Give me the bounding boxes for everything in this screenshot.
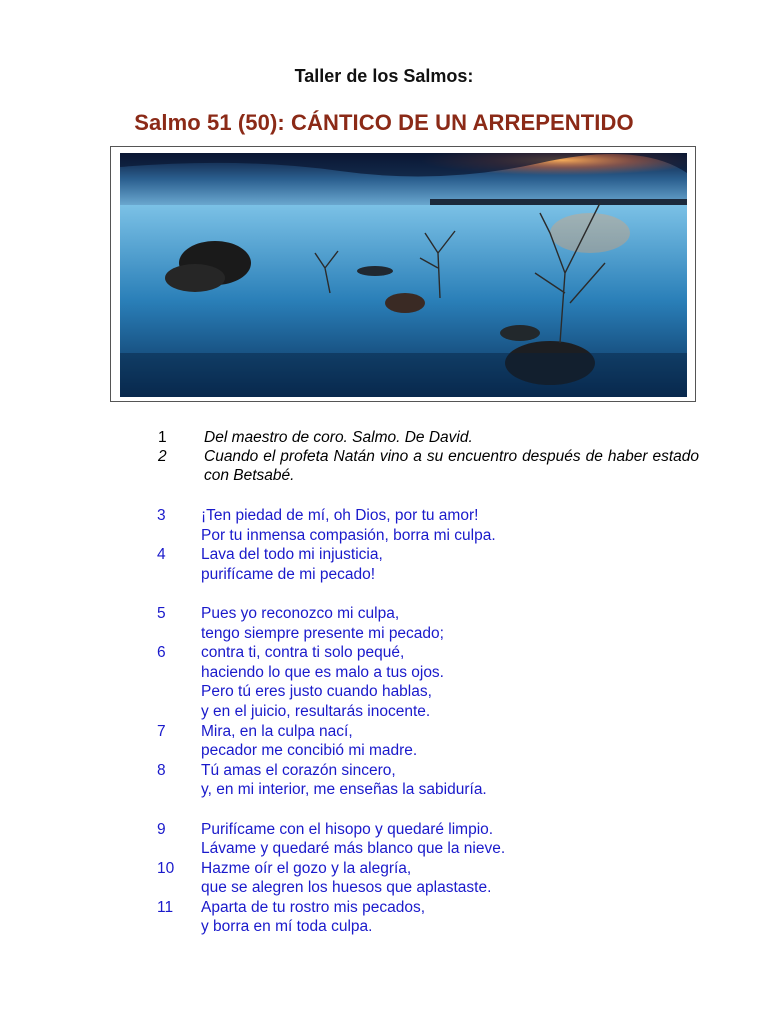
verse-line bbox=[157, 917, 717, 937]
verse-line bbox=[157, 624, 717, 644]
verse-line bbox=[157, 506, 717, 526]
verse-number: 7 bbox=[157, 722, 166, 740]
verse-text: ¡Ten piedad de mí, oh Dios, por tu amor! bbox=[201, 507, 479, 524]
verse-line bbox=[157, 839, 717, 859]
verse-number: 8 bbox=[157, 761, 166, 779]
verse-number bbox=[157, 565, 201, 585]
verse-text: Cuando el profeta Natán vino a su encuentro después de haber estado con Betsabé. bbox=[204, 448, 699, 484]
verse-number: 6 bbox=[157, 644, 166, 662]
verse-line bbox=[157, 859, 717, 879]
intro-line bbox=[158, 447, 699, 485]
verse-number bbox=[157, 624, 201, 644]
verse-line bbox=[157, 702, 717, 722]
verse-text: Por tu inmensa compasión, borra mi culpa. bbox=[201, 526, 496, 544]
verse-number: 11 bbox=[157, 898, 174, 916]
verse-line bbox=[157, 545, 717, 565]
verse-number bbox=[157, 682, 201, 702]
verse-line bbox=[157, 820, 717, 840]
verse-number: 1 bbox=[158, 429, 167, 446]
verse-text: haciendo lo que es malo a tus ojos. bbox=[201, 663, 444, 681]
verse-text: y, en mi interior, me enseñas la sabiduría. bbox=[201, 781, 487, 799]
verse-text: Lava del todo mi injusticia, bbox=[201, 546, 383, 564]
verse-text: contra ti, contra ti solo pequé, bbox=[201, 644, 405, 662]
verse-text: Hazme oír el gozo y la alegría, bbox=[201, 859, 412, 877]
verse-number: 2 bbox=[158, 448, 167, 465]
stanza-gap bbox=[157, 584, 717, 604]
verse-text: purifícame de mi pecado! bbox=[201, 565, 376, 583]
photo-frame bbox=[110, 146, 696, 402]
verse-line bbox=[157, 898, 717, 918]
verse-number bbox=[157, 839, 201, 859]
verse-line bbox=[157, 565, 717, 585]
verse-text: Purifícame con el hisopo y quedaré limpio. bbox=[201, 820, 494, 838]
verse-text: Lávame y quedaré más blanco que la nieve. bbox=[201, 840, 506, 858]
verse-number bbox=[157, 917, 201, 937]
verse-line bbox=[157, 604, 717, 624]
verse-line bbox=[157, 761, 717, 781]
verse-line bbox=[157, 780, 717, 800]
stanza-gap bbox=[157, 800, 717, 820]
verse-number bbox=[157, 526, 201, 546]
lake-landscape-photo bbox=[120, 153, 687, 397]
verse-text: Aparta de tu rostro mis pecados, bbox=[201, 898, 426, 916]
verse-number bbox=[157, 741, 201, 761]
page-header: Taller de los Salmos: bbox=[294, 66, 474, 86]
verse-line bbox=[157, 722, 717, 742]
verse-line bbox=[157, 643, 717, 663]
psalm-title: Salmo 51 (50): CÁNTICO DE UN ARREPENTIDO bbox=[134, 110, 634, 135]
psalm-intro bbox=[158, 428, 699, 485]
verse-text: que se alegren los huesos que aplastaste. bbox=[201, 879, 492, 897]
verse-line bbox=[157, 878, 717, 898]
verse-number: 4 bbox=[157, 546, 166, 564]
intro-line bbox=[158, 428, 699, 447]
verse-number: 10 bbox=[157, 859, 175, 877]
verse-text: Pero tú eres justo cuando hablas, bbox=[201, 683, 432, 701]
verse-text: y borra en mí toda culpa. bbox=[201, 918, 373, 936]
verse-text: Pues yo reconozco mi culpa, bbox=[201, 604, 400, 622]
verse-text: y en el juicio, resultarás inocente. bbox=[201, 702, 431, 720]
verse-line bbox=[157, 682, 717, 702]
verse-text: Mira, en la culpa nací, bbox=[201, 722, 353, 740]
verse-number bbox=[157, 702, 201, 722]
verse-number: 9 bbox=[157, 820, 166, 838]
verse-number bbox=[157, 780, 201, 800]
verse-text: Tú amas el corazón sincero, bbox=[201, 761, 396, 779]
psalm-verses bbox=[157, 506, 717, 937]
verse-line bbox=[157, 663, 717, 683]
verse-line bbox=[157, 526, 717, 546]
verse-number: 5 bbox=[157, 604, 166, 622]
verse-number bbox=[157, 878, 201, 898]
verse-number bbox=[157, 663, 201, 683]
verse-text: Del maestro de coro. Salmo. De David. bbox=[204, 429, 473, 446]
verse-line bbox=[157, 741, 717, 761]
verse-number: 3 bbox=[157, 507, 166, 524]
verse-text: pecador me concibió mi madre. bbox=[201, 742, 418, 760]
verse-text: tengo siempre presente mi pecado; bbox=[201, 624, 444, 642]
